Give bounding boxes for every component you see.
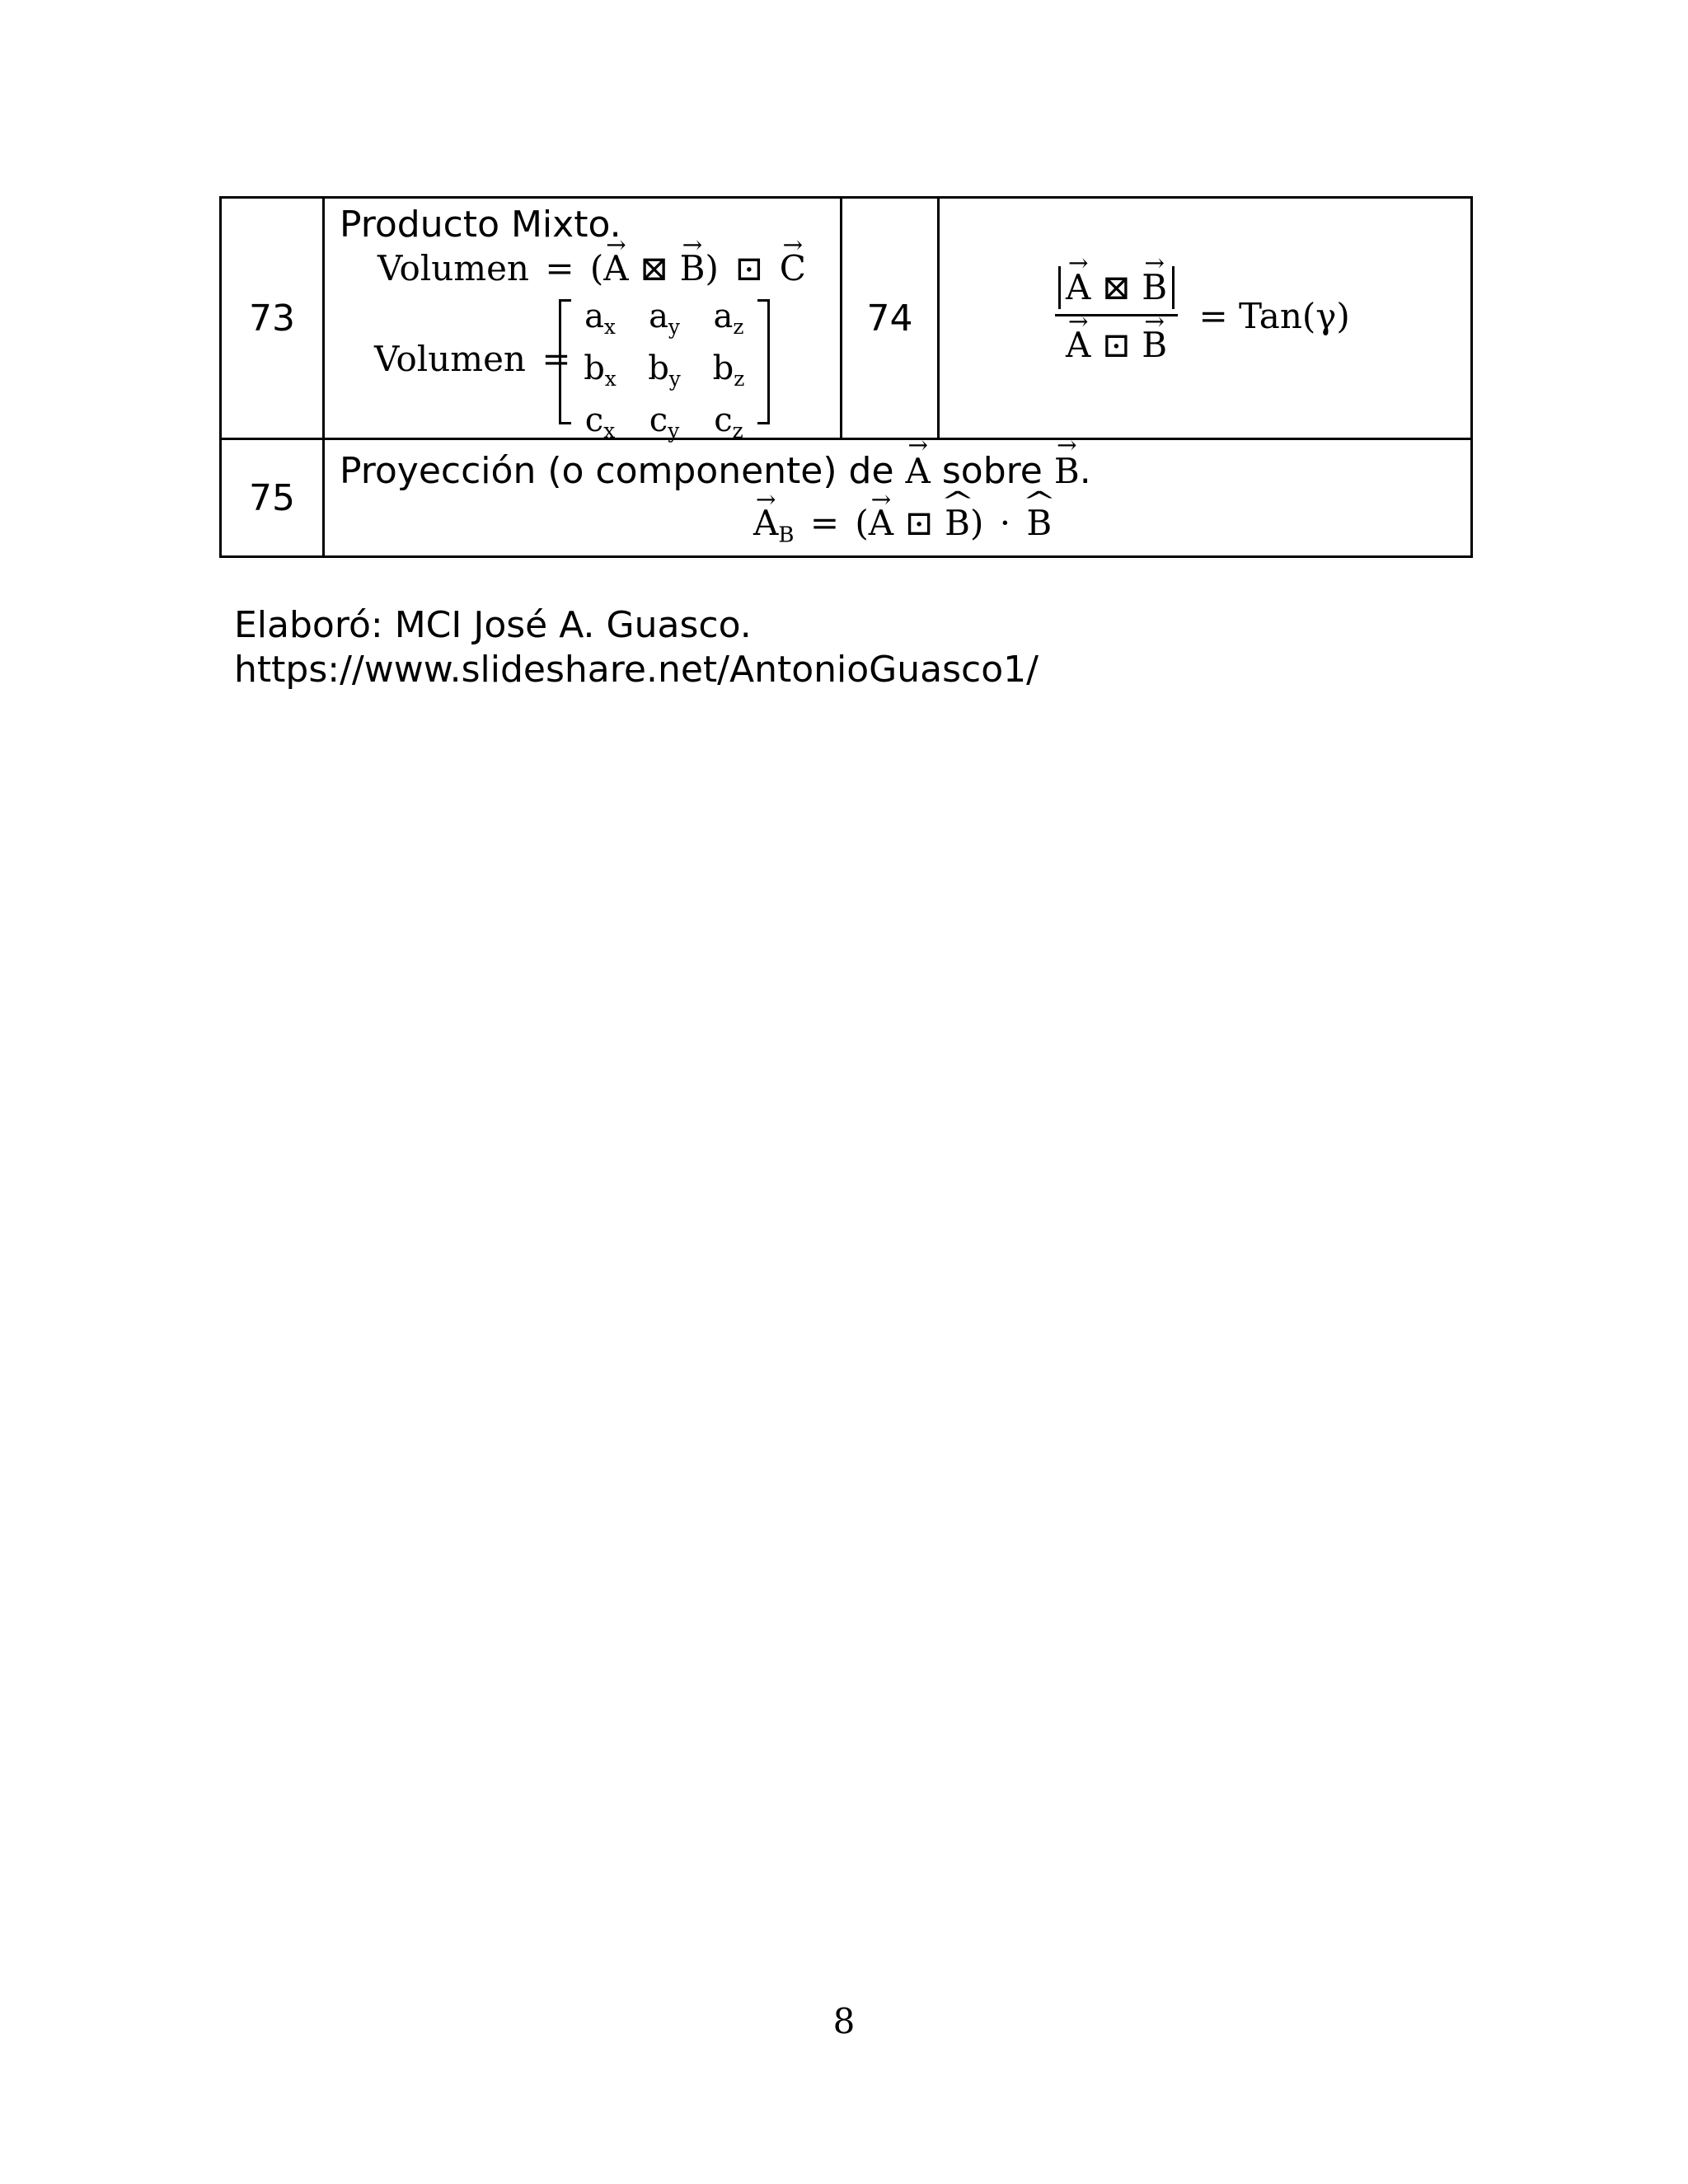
matrix-entry: $c_y$	[649, 401, 680, 443]
dot-operator: ⊡	[734, 248, 764, 288]
fraction-denominator	[1055, 316, 1178, 365]
vector-a: → A	[753, 503, 778, 543]
vector-b: → B	[680, 248, 706, 288]
projection-title-sobre: sobre	[941, 450, 1043, 492]
multiply-dot: ·	[999, 503, 1011, 543]
matrix-entry: $b_y$	[648, 349, 681, 391]
projection-formula	[753, 503, 1052, 547]
paren-close: )	[705, 248, 719, 288]
unit-vector-b: ^ B	[945, 503, 970, 543]
cross-operator: ⊠	[640, 248, 669, 288]
volume-label: Volumen	[377, 248, 529, 288]
subscript-b: B	[778, 523, 795, 548]
volume-formula-2	[374, 339, 576, 379]
vector-a: → A	[869, 503, 893, 543]
paren-close: )	[969, 503, 984, 543]
matrix-entry: $c_z$	[714, 401, 743, 443]
vector-b: → B	[1142, 266, 1167, 309]
paren-open: (	[589, 248, 604, 288]
matrix-entry: $a_x$	[584, 298, 616, 339]
formula-number: 73	[221, 198, 324, 439]
matrix-entry: $a_y$	[649, 298, 680, 339]
vector-a: → A	[603, 248, 628, 288]
fraction	[1055, 266, 1178, 365]
author-line: Elaboró: MCI José A. Guasco.	[234, 604, 752, 646]
formula-number: 75	[221, 439, 324, 557]
tangent-cell	[939, 198, 1472, 439]
matrix-entry: $c_x$	[584, 401, 616, 443]
volume-label: Volumen	[374, 339, 526, 379]
equals-sign: =	[809, 503, 840, 543]
table-row	[221, 439, 1472, 557]
table-row	[221, 198, 1472, 439]
mixed-product-title: Producto Mixto.	[340, 204, 621, 246]
projection-cell	[324, 439, 1472, 557]
vector-b: → B	[1054, 448, 1080, 494]
matrix-entry: $b_z$	[712, 349, 745, 391]
projection-title-period: .	[1079, 450, 1091, 492]
page-number: 8	[832, 2001, 856, 2041]
tangent-rhs: = Tan(γ)	[1198, 295, 1350, 336]
volume-formula-1	[377, 248, 806, 288]
vector-a: → A	[1066, 325, 1090, 365]
mixed-product-cell	[324, 198, 842, 443]
equals-sign: =	[542, 339, 571, 379]
projection-title-text: Proyección (o componente) de	[340, 450, 894, 492]
formula-number: 74	[842, 198, 939, 439]
matrix-entry: $b_x$	[584, 349, 617, 391]
determinant-matrix	[559, 298, 770, 443]
unit-vector-b: ^ B	[1026, 503, 1052, 543]
vector-c: → C	[780, 248, 806, 288]
vector-b: → B	[1142, 325, 1167, 365]
formula-table	[219, 196, 1473, 558]
paren-open: (	[855, 503, 869, 543]
author-url[interactable]: https://www.slideshare.net/AntonioGuasco1/	[234, 649, 1039, 691]
vector-a: → A	[906, 448, 931, 494]
equals-sign: =	[545, 248, 574, 288]
matrix-entry: $a_z$	[713, 298, 744, 339]
vector-a: → A	[1066, 266, 1090, 309]
dot-operator: ⊡	[904, 503, 934, 543]
author-footer	[234, 603, 1039, 692]
tangent-formula	[1055, 266, 1350, 365]
projection-title	[340, 448, 1091, 494]
dot-operator: ⊡	[1101, 325, 1131, 365]
cross-operator: ⊠	[1101, 267, 1131, 307]
